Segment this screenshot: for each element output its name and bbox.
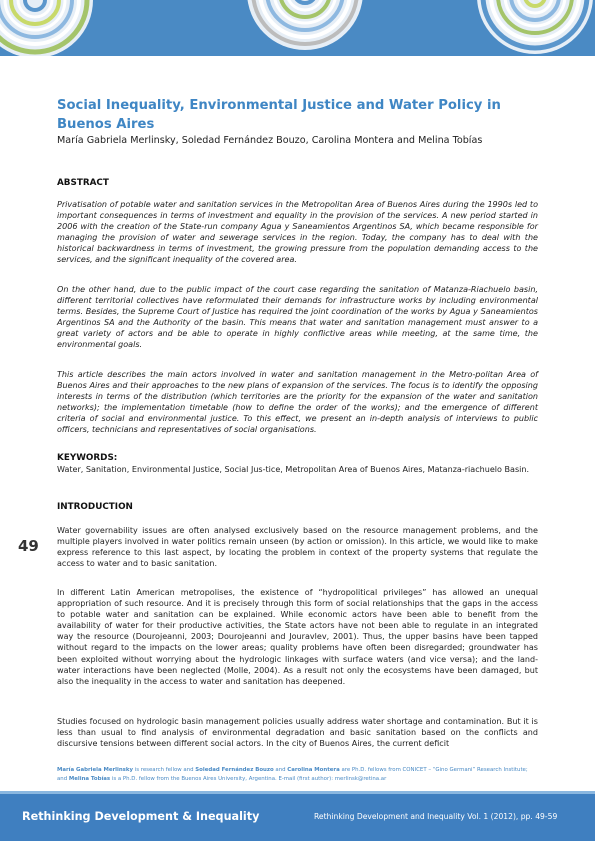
footnote-author-4: Melina Tobías: [68, 776, 111, 782]
introduction-heading: INTRODUCTION: [57, 502, 133, 512]
journal-citation: Rethinking Development and Inequality Vol. 1 (2012), pp. 49-59: [314, 812, 558, 821]
introduction-paragraph-2: In different Latin American metropolises, the existence of “hydropolitical privileges” has allowed an unequal appropriation of such resource. And it is precisely through this form of social relationships that the gaps in the access to potable water and sanitation can be explained. While economic actors have been able to benefit from the availability of water for their productive activities, the State actors have not been able to regulate in an integrated way the resource (Dourojeanni, 2003; Dourojeanni and Jouravlev, 2001). Thus, the upper basins have been tapped without regard to the impacts on the lower areas; quality problems have often been disregarded; groundwater has been exploited without worrying about the hydrologic linkages with surface waters (and vice versa); and the land-water interactions have been neglected (Molle, 2004). As a result not only the ecosystems have been damaged, but also the inequality in the access to water and sanitation has deepened.: [57, 588, 538, 686]
concentric-circles-decoration: [0, 0, 595, 56]
article-title: Social Inequality, Environmental Justice and Water Policy in Buenos Aires: [57, 98, 501, 132]
footnote-text-2: and: [273, 767, 288, 773]
keywords-text: Water, Sanitation, Environmental Justice, Social Jus-tice, Metropolitan Area of Buenos Aires, Matanza-riachuelo Basin.: [57, 465, 530, 474]
author-footnote: [57, 766, 532, 784]
article-authors: María Gabriela Merlinsky, Soledad Fernández Bouzo, Carolina Montera and Melina Tobías: [57, 135, 483, 146]
keywords-heading: KEYWORDS:: [57, 453, 118, 463]
footnote-text-4: is a Ph.D. fellow from the Buenos Aires University, Argentina. E-mail (first author): merlinsk@retina.ar: [110, 776, 387, 782]
footer-stripe: [0, 791, 595, 794]
introduction-paragraph-1: Water governability issues are often analysed exclusively based on the resource management problems, and the multiple players involved in water politics remain unseen (by action or omission). In this article, we would like to make express reference to this last aspect, by locating the problem in context of the property systems that regulate the access to water and to basic sanitation.: [57, 526, 538, 569]
circle-decoration-left: [0, 0, 93, 56]
introduction-paragraph-3: Studies focused on hydrologic basin management policies usually address water shortage and contamination. But it is less than usual to find analysis of environmental degradation and basic sanitation based on the conflicts and discursive tensions between different social actors. In the city of Buenos Aires, the current deficit: [57, 717, 538, 749]
footnote-author-3: Carolina Montera: [287, 767, 340, 773]
footnote-author-1: María Gabriela Merlinsky: [57, 767, 133, 773]
abstract-paragraph-3: This article describes the main actors involved in water and sanitation management in the Metro-politan Area of Buenos Aires and their approaches to the new plans of expansion of the services. The focus is to identify the opposing interests in terms of the distribution (which territories are the priority for the expansion of the water and sanitation networks); the implementation timetable (how to define the order of the works); and the emergence of different criteria of social and environmental justice. To this effect, we present an in-depth analysis of interviews to public officers, technicians and representatives of social organisations.: [57, 370, 538, 435]
page-number: 49: [18, 537, 39, 555]
abstract-paragraph-2: On the other hand, due to the public impact of the court case regarding the sanitation of Matanza-Riachuelo basin, different territorial collectives have reformulated their demands for infrastructure works by including environmental terms. Besides, the Supreme Court of Justice has required the joint coordination of the works by Agua y Saneamientos Argentinos SA and the Authority of the basin. This means that water and sanitation management must answer to a great variety of actors and be able to operate in highly conflictive areas while meeting, at the same time, the environmental goals.: [57, 285, 538, 350]
circle-decoration-center: [247, 0, 363, 50]
circle-decoration-right: [477, 0, 593, 54]
abstract-heading: ABSTRACT: [57, 178, 109, 188]
footnote-text-1: is research fellow and: [133, 767, 196, 773]
abstract-paragraph-1: Privatisation of potable water and sanitation services in the Metropolitan Area of Buenos Aires during the 1990s led to important consequences in terms of investment and equality in the provision of the services. A new period started in 2006 with the creation of the State-run company Agua y Saneamientos Argentinos SA, which became responsible for managing the provision of water and sewerage services in the region. Today, the company has to deal with the historical backwardness in terms of investment, the growing pressure from the population demanding access to the services, and the significant inequality of the covered area.: [57, 200, 538, 265]
header-decoration-band: [0, 0, 595, 56]
footer-band: [0, 791, 595, 841]
footnote-author-2: Soledad Fernández Bouzo: [195, 767, 274, 773]
footnote-text-3: are Ph.D. fellows from CONICET – “Gino Germani” Research Institute; and: [57, 767, 528, 782]
journal-name: Rethinking Development & Inequality: [22, 810, 260, 823]
